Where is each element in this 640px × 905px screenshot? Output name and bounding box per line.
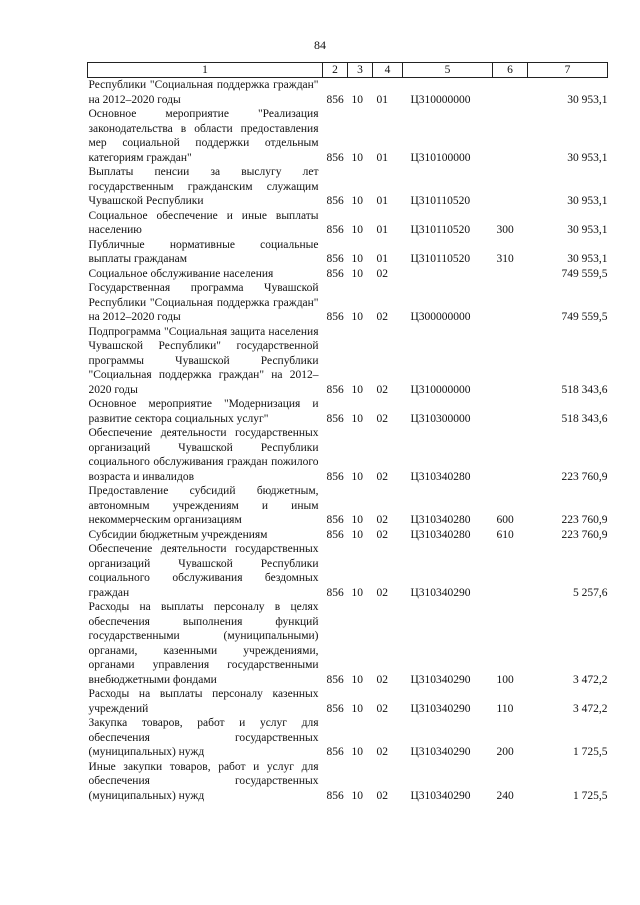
- item-name: Иные закупки товаров, работ и услуг для обеспечения государственных (муниципальных) нужд: [88, 760, 319, 802]
- rz-code: 10: [351, 514, 363, 526]
- pr-code: 02: [376, 470, 388, 483]
- csr-code: Ц310110520: [410, 253, 471, 265]
- vr-code: 610: [496, 528, 514, 541]
- amount: 5 257,6: [573, 586, 608, 599]
- csr-code: Ц310300000: [410, 412, 471, 425]
- item-name: Расходы на выплаты персоналу казенных учреждений: [88, 688, 319, 715]
- csr-code: Ц310000000: [410, 383, 471, 396]
- gr-code: 856: [326, 253, 344, 265]
- table-row: [88, 600, 608, 687]
- pr-code: 02: [376, 383, 388, 396]
- page-number: 84: [314, 38, 326, 52]
- item-name: Субсидии бюджетным учреждениям: [88, 528, 268, 541]
- item-name: Социальное обеспечение и иные выплаты населению: [88, 209, 319, 236]
- table-body: [88, 78, 608, 804]
- table-row: [88, 209, 608, 238]
- rz-code: 10: [351, 702, 363, 715]
- amount: 518 343,6: [561, 412, 608, 425]
- vr-code: [493, 542, 528, 600]
- rz-code: 10: [351, 470, 363, 483]
- amount: 749 559,5: [561, 311, 608, 323]
- item-name: Обеспечение деятельности государственных организаций Чувашской Республики социального обслуживания бездомных граждан: [88, 543, 319, 599]
- amount: 30 953,1: [567, 195, 608, 207]
- amount: 223 760,9: [561, 514, 608, 526]
- amount: 30 953,1: [567, 224, 608, 236]
- rz-code: 10: [351, 253, 363, 265]
- vr-code: [493, 267, 528, 282]
- vr-code: 600: [496, 514, 514, 526]
- csr-code: [403, 267, 493, 282]
- vr-code: [493, 165, 528, 209]
- item-name: Подпрограмма "Социальная защита населения Чувашской Республики" государственной программы Чувашской Республики "Социальная поддержка граждан" на 2012–2020 годы: [88, 325, 319, 396]
- gr-code: 856: [326, 195, 344, 207]
- gr-code: 856: [326, 311, 344, 323]
- vr-code: [493, 78, 528, 108]
- gr-code: 856: [326, 673, 344, 686]
- rz-code: 10: [351, 224, 363, 236]
- csr-code: Ц310340290: [410, 673, 471, 686]
- amount: 30 953,1: [567, 253, 608, 265]
- pr-code: 02: [376, 528, 388, 541]
- header-cell: 6: [493, 63, 528, 78]
- gr-code: 856: [326, 224, 344, 236]
- csr-code: Ц310340290: [410, 702, 471, 715]
- rz-code: 10: [351, 93, 363, 106]
- amount: 3 472,2: [573, 702, 608, 715]
- csr-code: Ц310110520: [410, 195, 471, 207]
- item-name: Закупка товаров, работ и услуг для обеспечения государственных (муниципальных) нужд: [88, 717, 319, 758]
- item-name: Республики "Социальная поддержка граждан" на 2012–2020 годы: [88, 79, 319, 106]
- pr-code: 01: [376, 253, 388, 265]
- table-row: [88, 107, 608, 165]
- vr-code: 100: [496, 673, 514, 686]
- table-row: [88, 528, 608, 543]
- header-cell: 4: [373, 63, 403, 78]
- vr-code: 310: [496, 253, 514, 265]
- table-row: [88, 78, 608, 108]
- pr-code: 02: [376, 267, 388, 280]
- rz-code: 10: [351, 151, 363, 164]
- pr-code: 01: [376, 224, 388, 236]
- pr-code: 02: [376, 586, 388, 599]
- gr-code: 856: [326, 383, 344, 396]
- table-row: [88, 238, 608, 267]
- pr-code: 02: [376, 311, 388, 323]
- pr-code: 02: [376, 789, 388, 802]
- amount: 223 760,9: [561, 528, 608, 541]
- vr-code: 240: [496, 789, 514, 802]
- table-row: [88, 325, 608, 398]
- table-row: [88, 281, 608, 325]
- csr-code: Ц310340290: [410, 746, 471, 758]
- csr-code: Ц310340290: [410, 789, 471, 802]
- table-row: [88, 484, 608, 528]
- item-name: Социальное обслуживание населения: [88, 267, 274, 280]
- csr-code: Ц310340290: [410, 586, 471, 599]
- gr-code: 856: [326, 528, 344, 541]
- rz-code: 10: [351, 528, 363, 541]
- header-cell: 1: [88, 63, 323, 78]
- amount: 3 472,2: [573, 673, 608, 686]
- table-row: [88, 542, 608, 600]
- table-header-row: [88, 63, 608, 78]
- item-name: Выплаты пенсии за выслугу лет государственным гражданским служащим Чувашской Республики: [88, 166, 319, 207]
- rz-code: 10: [351, 746, 363, 758]
- amount: 1 725,5: [573, 746, 608, 758]
- csr-code: Ц310340280: [410, 470, 471, 483]
- vr-code: 200: [496, 746, 514, 758]
- table-row: [88, 267, 608, 282]
- amount: 1 725,5: [573, 789, 608, 802]
- table-row: [88, 397, 608, 426]
- amount: 749 559,5: [561, 267, 608, 280]
- header-cell: 3: [348, 63, 373, 78]
- gr-code: 856: [326, 702, 344, 715]
- pr-code: 01: [376, 195, 388, 207]
- csr-code: Ц310000000: [410, 93, 471, 106]
- gr-code: 856: [326, 746, 344, 758]
- item-name: Основное мероприятие "Модернизация и развитие сектора социальных услуг": [88, 398, 319, 425]
- table-row: [88, 426, 608, 484]
- pr-code: 02: [376, 673, 388, 686]
- gr-code: 856: [326, 412, 344, 425]
- rz-code: 10: [351, 267, 363, 280]
- gr-code: 856: [326, 267, 344, 280]
- table-row: [88, 165, 608, 209]
- header-cell: 5: [403, 63, 493, 78]
- amount: 518 343,6: [561, 383, 608, 396]
- table-row: [88, 716, 608, 760]
- csr-code: Ц300000000: [410, 311, 471, 323]
- amount: 223 760,9: [561, 470, 608, 483]
- rz-code: 10: [351, 673, 363, 686]
- item-name: Основное мероприятие "Реализация законодательства в области предоставления мер социальной поддержки отдельным категориям граждан": [88, 108, 319, 164]
- table-row: [88, 760, 608, 804]
- rz-code: 10: [351, 311, 363, 323]
- csr-code: Ц310110520: [410, 224, 471, 236]
- rz-code: 10: [351, 412, 363, 425]
- gr-code: 856: [326, 151, 344, 164]
- table-row: [88, 687, 608, 716]
- pr-code: 01: [376, 151, 388, 164]
- header-cell: 7: [528, 63, 608, 78]
- vr-code: 110: [496, 702, 514, 715]
- rz-code: 10: [351, 789, 363, 802]
- rz-code: 10: [351, 383, 363, 396]
- vr-code: [493, 107, 528, 165]
- csr-code: Ц310100000: [410, 151, 471, 164]
- vr-code: [493, 325, 528, 398]
- item-name: Публичные нормативные социальные выплаты гражданам: [88, 238, 319, 265]
- gr-code: 856: [326, 586, 344, 599]
- amount: 30 953,1: [567, 93, 608, 106]
- rz-code: 10: [351, 586, 363, 599]
- header-cell: 2: [323, 63, 348, 78]
- gr-code: 856: [326, 93, 344, 106]
- gr-code: 856: [326, 789, 344, 802]
- pr-code: 02: [376, 746, 388, 758]
- csr-code: Ц310340280: [410, 528, 471, 541]
- item-name: Государственная программа Чувашской Республики "Социальная поддержка граждан" на 2012–2020 годы: [88, 282, 319, 323]
- pr-code: 02: [376, 702, 388, 715]
- pr-code: 02: [376, 514, 388, 526]
- vr-code: [493, 281, 528, 325]
- budget-table: [87, 62, 608, 803]
- item-name: Предоставление субсидий бюджетным, автономным учреждениям и иным некоммерческим организациям: [88, 485, 319, 526]
- pr-code: 01: [376, 93, 388, 106]
- vr-code: 300: [496, 224, 514, 236]
- pr-code: 02: [376, 412, 388, 425]
- csr-code: Ц310340280: [410, 514, 471, 526]
- item-name: Расходы на выплаты персоналу в целях обеспечения выполнения функций государственными (муниципальными) органами, казенными учреждениями, органами управления государственными внебюджетными фондами: [88, 601, 319, 686]
- item-name: Обеспечение деятельности государственных организаций Чувашской Республики социального обслуживания граждан пожилого возраста и инвалидов: [88, 427, 319, 483]
- gr-code: 856: [326, 470, 344, 483]
- amount: 30 953,1: [567, 151, 608, 164]
- vr-code: [493, 397, 528, 426]
- vr-code: [493, 426, 528, 484]
- rz-code: 10: [351, 195, 363, 207]
- gr-code: 856: [326, 514, 344, 526]
